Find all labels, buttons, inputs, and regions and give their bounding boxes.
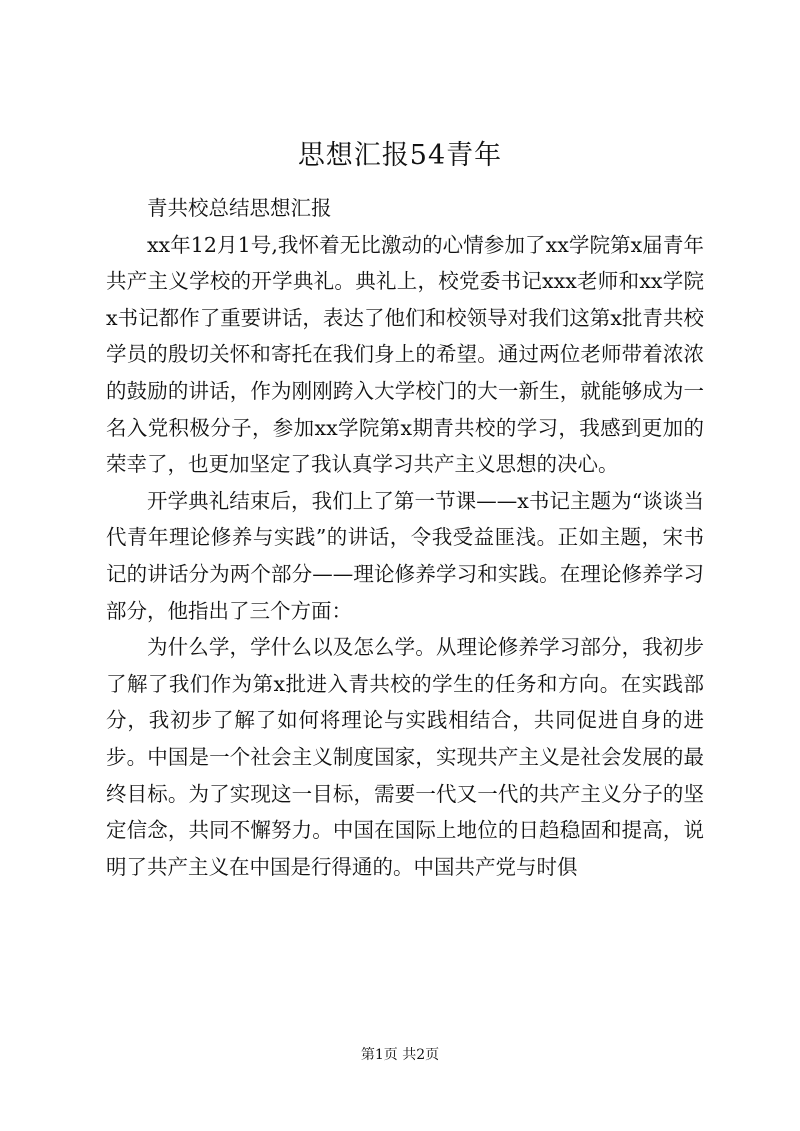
document-title: 思想汇报54青年 (297, 140, 503, 171)
document-subtitle: 青共校总结思想汇报 (147, 196, 332, 220)
page-number-footer: 第1页 共2页 (360, 1047, 440, 1063)
document-body (106, 190, 704, 885)
paragraph-2: 开学典礼结束后，我们上了第一节课——x书记主题为“谈谈当代青年理论修养与实践”的讲话，令我受益匪浅。正如主题，宋书记的讲话分为两个部分——理论修养学习和实践。在理论修养学习部分，他指出了三个方面： (106, 488, 704, 623)
paragraph-3: 为什么学，学什么以及怎么学。从理论修养学习部分，我初步了解了我们作为第x批进入青共校的学生的任务和方向。在实践部分，我初步了解了如何将理论与实践相结合，共同促进自身的进步。中国是一个社会主义制度国家，实现共产主义是社会发展的最终目标。为了实现这一目标，需要一代又一代的共产主义分子的坚定信念，共同不懈努力。中国在国际上地位的日趋稳固和提高，说明了共产主义在中国是行得通的。中国共产党与时俱 (106, 635, 704, 879)
paragraph-1: xx年12月1号,我怀着无比激动的心情参加了xx学院第x届青年共产主义学校的开学典礼。典礼上，校党委书记xxx老师和xx学院x书记都作了重要讲话，表达了他们和校领导对我们这第x批青共校学员的殷切关怀和寄托在我们身上的希望。通过两位老师带着浓浓的鼓励的讲话，作为刚刚跨入大学校门的大一新生，就能够成为一名入党积极分子，参加xx学院第x期青共校的学习，我感到更加的荣幸了，也更加坚定了我认真学习共产主义思想的决心。 (106, 232, 704, 477)
